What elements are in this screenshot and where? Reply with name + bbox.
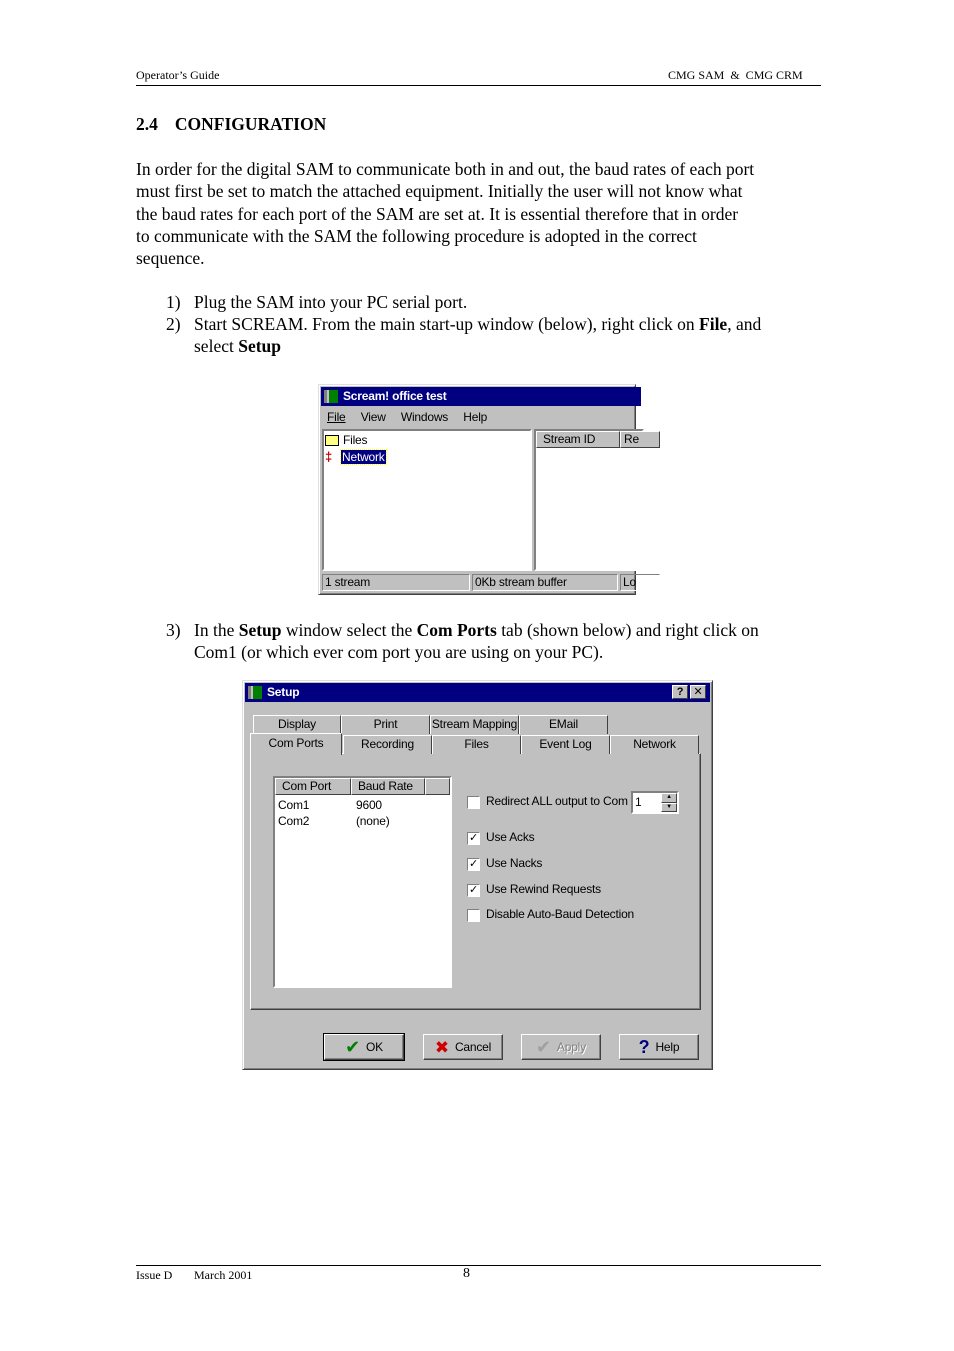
spinner-down-icon[interactable]: ▼ xyxy=(661,803,677,813)
question-icon: ? xyxy=(638,1037,650,1057)
step-bold-setup: Setup xyxy=(238,336,282,356)
column-header-baud-rate[interactable]: Baud Rate xyxy=(351,778,425,795)
network-icon: ‡ xyxy=(325,449,333,464)
use-rewind-requests-checkbox[interactable]: ✓ xyxy=(468,884,479,896)
ok-label: OK xyxy=(365,1040,383,1054)
status-lo: Lo xyxy=(620,574,660,591)
scream-window xyxy=(318,384,639,595)
app-icon xyxy=(324,390,338,403)
app-icon xyxy=(248,686,262,699)
section-number: 2.4 xyxy=(136,114,158,134)
header-rule xyxy=(136,85,821,86)
use-acks-label: Use Acks xyxy=(486,830,535,844)
menu-file[interactable]: File xyxy=(327,410,346,424)
intro-line: to communicate with the SAM the following procedure is adopted in the correct xyxy=(136,225,697,246)
step-number: 2) xyxy=(166,314,181,334)
tab-recording[interactable]: Recording xyxy=(343,735,432,754)
footer-date: March 2001 xyxy=(194,1268,253,1282)
redirect-checkbox[interactable] xyxy=(467,796,480,809)
step-text: select xyxy=(194,336,239,356)
help-button[interactable] xyxy=(619,1034,699,1060)
step-2-line-2 xyxy=(194,335,281,357)
page-number: 8 xyxy=(463,1266,470,1281)
tab-display[interactable]: Display xyxy=(253,715,341,734)
intro-line: In order for the digital SAM to communicate both in and out, the baud rates of each port xyxy=(136,159,755,179)
section-heading xyxy=(136,114,326,135)
apply-label: Apply xyxy=(556,1040,586,1054)
intro-line: must first be set to match the attached equipment. Initially the user will not know what xyxy=(136,181,743,202)
setup-title: Setup xyxy=(267,685,300,699)
tree-pane[interactable] xyxy=(322,429,532,571)
step-text: Start SCREAM. From the main start-up window (below), right click on xyxy=(194,314,700,334)
use-nacks-label: Use Nacks xyxy=(486,856,543,870)
tab-panel xyxy=(250,753,701,1010)
scream-titlebar xyxy=(321,387,641,406)
com-port-list[interactable] xyxy=(273,776,452,988)
menu-view[interactable]: View xyxy=(360,410,386,424)
use-acks-checkbox[interactable]: ✓ xyxy=(468,832,479,844)
cancel-label: Cancel xyxy=(454,1040,492,1054)
step-3 xyxy=(166,619,759,641)
close-icon[interactable]: ✕ xyxy=(690,685,706,699)
help-title-button[interactable]: ? xyxy=(672,685,688,699)
tab-files[interactable]: Files xyxy=(432,735,521,754)
status-buffer: 0Kb stream buffer xyxy=(472,574,618,591)
com-port-cell: Com1 xyxy=(278,798,310,812)
redirect-label: Redirect ALL output to Com xyxy=(486,794,628,808)
setup-dialog xyxy=(242,680,713,1070)
step-text: tab (shown below) and right click on xyxy=(496,620,759,640)
step-2 xyxy=(166,313,761,335)
disable-auto-baud-label: Disable Auto-Baud Detection xyxy=(486,907,635,921)
scream-statusbar xyxy=(321,574,651,592)
column-header-blank xyxy=(425,778,450,795)
tab-event-log[interactable]: Event Log xyxy=(521,735,610,754)
footer-issue: Issue D xyxy=(136,1268,173,1282)
help-label: Help xyxy=(655,1040,680,1054)
tab-network[interactable]: Network xyxy=(610,735,699,754)
use-rewind-requests-label: Use Rewind Requests xyxy=(486,882,601,896)
column-header-com-port[interactable]: Com Port xyxy=(275,778,351,795)
stream-list-pane[interactable] xyxy=(534,429,644,571)
apply-button[interactable] xyxy=(521,1034,601,1060)
folder-icon xyxy=(325,435,339,446)
list-item-com2[interactable] xyxy=(278,814,448,830)
step-number: 1) xyxy=(166,292,181,312)
intro-paragraph xyxy=(136,158,836,269)
disable-auto-baud-checkbox[interactable] xyxy=(467,909,480,922)
list-item-com1[interactable] xyxy=(278,798,448,814)
tab-com-ports[interactable]: Com Ports xyxy=(250,733,342,755)
step-number: 3) xyxy=(166,620,181,640)
spinner-up-icon[interactable]: ▲ xyxy=(661,793,677,803)
step-1 xyxy=(166,291,467,313)
footer-rule xyxy=(136,1265,821,1266)
column-header-stream-id[interactable]: Stream ID xyxy=(536,431,620,448)
tab-email[interactable]: EMail xyxy=(519,715,608,734)
cancel-icon: ✖ xyxy=(434,1037,449,1057)
header-right: CMG SAM & CMG CRM xyxy=(668,68,803,82)
column-header-re[interactable]: Re xyxy=(620,431,660,448)
ok-button[interactable] xyxy=(324,1034,404,1060)
redirect-value: 1 xyxy=(635,795,642,809)
tree-label-selected: Network xyxy=(342,450,385,464)
scream-title: Scream! office test xyxy=(343,389,447,403)
baud-rate-cell: 9600 xyxy=(356,798,382,812)
baud-rate-cell: (none) xyxy=(356,814,390,828)
step-text: , and xyxy=(727,314,762,334)
cancel-button[interactable] xyxy=(423,1034,503,1060)
intro-line: sequence. xyxy=(136,248,205,269)
step-bold-file: File xyxy=(699,314,728,334)
tree-label: Files xyxy=(343,433,368,447)
step-text: window select the xyxy=(281,620,417,640)
step-text: Plug the SAM into your PC serial port. xyxy=(194,292,468,312)
step-bold-com-ports: Com Ports xyxy=(416,620,497,640)
com-port-cell: Com2 xyxy=(278,814,310,828)
check-icon: ✔ xyxy=(345,1037,360,1057)
apply-check-icon: ✔ xyxy=(536,1037,551,1057)
step-3-line-2: Com1 (or which ever com port you are using on your PC). xyxy=(194,642,604,662)
menu-help[interactable]: Help xyxy=(463,410,488,424)
tab-stream-mapping[interactable]: Stream Mapping xyxy=(430,715,519,734)
step-bold-setup: Setup xyxy=(238,620,282,640)
step-text: In the xyxy=(194,620,239,640)
menu-windows[interactable]: Windows xyxy=(400,410,449,424)
scream-menubar xyxy=(327,410,487,427)
use-nacks-checkbox[interactable]: ✓ xyxy=(468,858,479,870)
status-streams: 1 stream xyxy=(322,574,470,591)
header-left: Operator’s Guide xyxy=(136,68,220,82)
tab-print[interactable]: Print xyxy=(341,715,430,734)
section-title: CONFIGURATION xyxy=(174,114,327,134)
intro-line: the baud rates for each port of the SAM are set at. It is essential therefore that in order xyxy=(136,203,739,224)
redirect-com-spinner[interactable] xyxy=(631,791,679,814)
setup-titlebar xyxy=(245,683,710,702)
